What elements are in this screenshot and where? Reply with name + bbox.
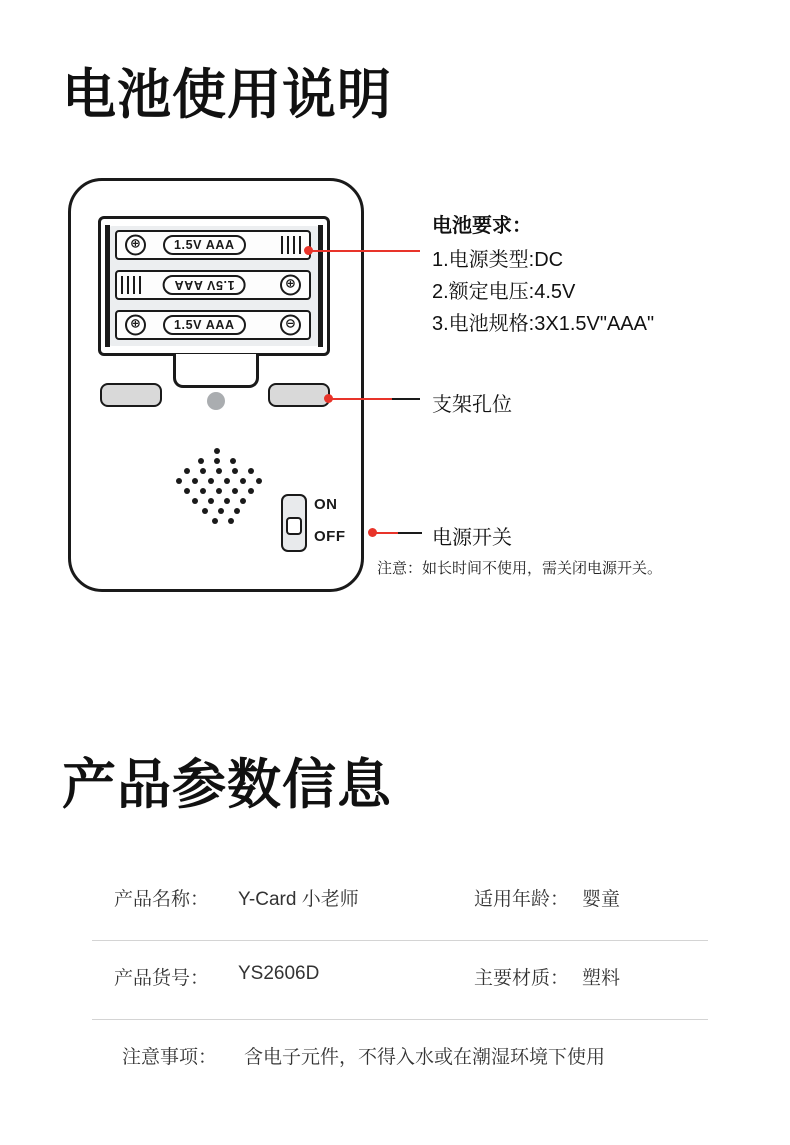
speaker-hole-dot (192, 498, 198, 504)
spec-value-model-number: YS2606D (238, 963, 320, 984)
callout-battery-line-1: 1.电源类型:DC (432, 249, 564, 271)
speaker-hole-dot (214, 448, 220, 454)
spec-value-age-range: 婴童 (582, 889, 621, 910)
switch-on-label: ON (314, 496, 338, 513)
spec-key-notice: 注意事项： (122, 1047, 218, 1068)
device-lower-tab (173, 354, 259, 388)
switch-off-label: OFF (314, 528, 346, 545)
speaker-hole-dot (198, 458, 204, 464)
callout-battery-line-3: 3.电池规格:3X1.5V"AAA" (432, 313, 655, 335)
battery-positive-terminal-icon: ⊕ (125, 315, 146, 336)
speaker-hole-dot (212, 518, 218, 524)
leader-line-battery (310, 250, 420, 252)
speaker-hole-dot (208, 498, 214, 504)
speaker-hole-dot (202, 508, 208, 514)
leader-line-bracket (330, 398, 392, 400)
speaker-hole-dot (200, 468, 206, 474)
battery-positive-terminal-icon: ⊕ (125, 235, 146, 256)
battery-slot-2 (115, 270, 311, 300)
speaker-hole-dot (234, 508, 240, 514)
speaker-hole-dot (230, 458, 236, 464)
device-illustration (68, 178, 368, 596)
spec-value-product-name: Y-Card 小老师 (238, 889, 359, 910)
speaker-hole-dot (248, 468, 254, 474)
callout-battery-title: 电池要求： (432, 215, 532, 237)
speaker-hole-dot (232, 488, 238, 494)
battery-label-2: 1.5V AAA (163, 275, 246, 295)
leader-line-switch (374, 532, 398, 534)
speaker-hole-dot (224, 478, 230, 484)
table-row (92, 862, 708, 941)
spec-key-age-range: 适用年龄： (474, 889, 570, 910)
spec-value-material: 塑料 (582, 968, 621, 989)
leader-line-bracket-dark (392, 398, 420, 400)
callout-bracket-hole: 支架孔位 (432, 394, 512, 416)
battery-slot-1 (115, 230, 311, 260)
callout-power-switch: 电源开关 (432, 527, 512, 549)
speaker-hole-dot (208, 478, 214, 484)
page-title-product: 产品参数信息 (62, 755, 392, 815)
center-screw-dot (207, 392, 225, 410)
bracket-hole-left (100, 383, 162, 407)
speaker-hole-dot (256, 478, 262, 484)
compartment-rail-right (318, 225, 323, 347)
battery-negative-terminal-icon: ⊖ (280, 315, 301, 336)
compartment-rail-left (105, 225, 110, 347)
battery-label-3: 1.5V AAA (163, 315, 246, 335)
speaker-hole-dot (200, 488, 206, 494)
spec-key-product-name: 产品名称： (114, 889, 210, 910)
power-switch-knob[interactable] (286, 517, 302, 535)
speaker-hole-dot (176, 478, 182, 484)
spec-table (92, 862, 708, 1098)
speaker-hole-dot (232, 468, 238, 474)
speaker-hole-dot (218, 508, 224, 514)
page-title-battery: 电池使用说明 (62, 65, 392, 125)
spec-key-material: 主要材质： (474, 968, 570, 989)
table-row (92, 941, 708, 1020)
bracket-hole-right (268, 383, 330, 407)
speaker-hole-dot (192, 478, 198, 484)
power-switch-control[interactable] (281, 494, 307, 552)
spec-value-notice: 含电子元件，不得入水或在潮湿环境下使用 (244, 1047, 606, 1068)
speaker-hole-dot (214, 458, 220, 464)
battery-slot-3 (115, 310, 311, 340)
callout-power-note: 注意：如长时间不使用，需关闭电源开关。 (377, 560, 663, 577)
speaker-hole-dot (228, 518, 234, 524)
speaker-grille (176, 448, 262, 524)
spec-key-model-number: 产品货号： (114, 968, 210, 989)
speaker-hole-dot (248, 488, 254, 494)
speaker-hole-dot (184, 488, 190, 494)
leader-line-switch-dark (398, 532, 422, 534)
battery-spring-icon (121, 276, 145, 294)
battery-spring-icon (281, 236, 305, 254)
battery-positive-terminal-icon: ⊕ (280, 275, 301, 296)
speaker-hole-dot (240, 498, 246, 504)
speaker-hole-dot (184, 468, 190, 474)
battery-compartment (98, 216, 330, 356)
speaker-hole-dot (240, 478, 246, 484)
speaker-hole-dot (224, 498, 230, 504)
speaker-hole-dot (216, 468, 222, 474)
table-row (92, 1020, 708, 1098)
speaker-hole-dot (216, 488, 222, 494)
callout-battery-line-2: 2.额定电压:4.5V (432, 281, 576, 303)
battery-label-1: 1.5V AAA (163, 235, 246, 255)
